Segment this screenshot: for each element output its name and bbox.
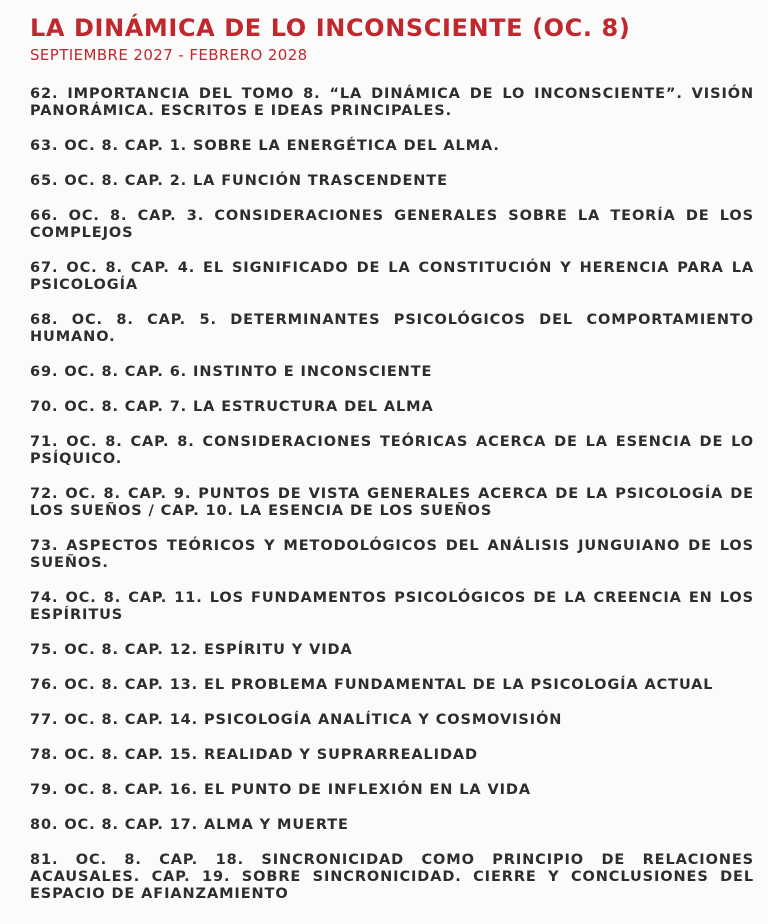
session-item: 71. OC. 8. CAP. 8. CONSIDERACIONES TEÓRICAS ACERCA DE LA ESENCIA DE LO PSÍQUICO. — [30, 434, 754, 467]
session-item: 75. OC. 8. CAP. 12. ESPÍRITU Y VIDA — [30, 642, 353, 658]
date-range-subtitle: SEPTIEMBRE 2027 - FEBRERO 2028 — [30, 46, 308, 64]
session-item: 80. OC. 8. CAP. 17. ALMA Y MUERTE — [30, 817, 349, 833]
session-item: 76. OC. 8. CAP. 13. EL PROBLEMA FUNDAMENTAL DE LA PSICOLOGÍA ACTUAL — [30, 677, 714, 693]
page-title: LA DINÁMICA DE LO INCONSCIENTE (OC. 8) — [30, 14, 631, 42]
session-item: 67. OC. 8. CAP. 4. EL SIGNIFICADO DE LA CONSTITUCIÓN Y HERENCIA PARA LA PSICOLOGÍA — [30, 260, 754, 293]
session-item: 70. OC. 8. CAP. 7. LA ESTRUCTURA DEL ALMA — [30, 399, 434, 415]
session-item: 72. OC. 8. CAP. 9. PUNTOS DE VISTA GENERALES ACERCA DE LA PSICOLOGÍA DE LOS SUEÑOS / CAP. 10. LA ESENCIA DE LOS SUEÑOS — [30, 486, 754, 519]
session-item: 69. OC. 8. CAP. 6. INSTINTO E INCONSCIENTE — [30, 364, 433, 380]
session-item: 81. OC. 8. CAP. 18. SINCRONICIDAD COMO PRINCIPIO DE RELACIONES ACAUSALES. CAP. 19. SOBRE SINCRONICIDAD. CIERRE Y CONCLUSIONES DEL ESPACIO DE AFIANZAMIENTO — [30, 852, 754, 902]
session-item: 66. OC. 8. CAP. 3. CONSIDERACIONES GENERALES SOBRE LA TEORÍA DE LOS COMPLEJOS — [30, 208, 754, 241]
session-item: 68. OC. 8. CAP. 5. DETERMINANTES PSICOLÓGICOS DEL COMPORTAMIENTO HUMANO. — [30, 312, 754, 345]
session-item: 62. IMPORTANCIA DEL TOMO 8. “LA DINÁMICA DE LO INCONSCIENTE”. VISIÓN PANORÁMICA. ESCRITOS E IDEAS PRINCIPALES. — [30, 86, 754, 119]
session-list — [30, 86, 754, 903]
session-item: 77. OC. 8. CAP. 14. PSICOLOGÍA ANALÍTICA Y COSMOVISIÓN — [30, 712, 563, 728]
session-item: 79. OC. 8. CAP. 16. EL PUNTO DE INFLEXIÓN EN LA VIDA — [30, 782, 531, 798]
session-item: 74. OC. 8. CAP. 11. LOS FUNDAMENTOS PSICOLÓGICOS DE LA CREENCIA EN LOS ESPÍRITUS — [30, 590, 754, 623]
session-item: 73. ASPECTOS TEÓRICOS Y METODOLÓGICOS DEL ANÁLISIS JUNGUIANO DE LOS SUEÑOS. — [30, 538, 754, 571]
session-item: 65. OC. 8. CAP. 2. LA FUNCIÓN TRASCENDENTE — [30, 173, 448, 189]
session-item: 63. OC. 8. CAP. 1. SOBRE LA ENERGÉTICA DEL ALMA. — [30, 138, 500, 154]
session-item: 78. OC. 8. CAP. 15. REALIDAD Y SUPRARREALIDAD — [30, 747, 478, 763]
